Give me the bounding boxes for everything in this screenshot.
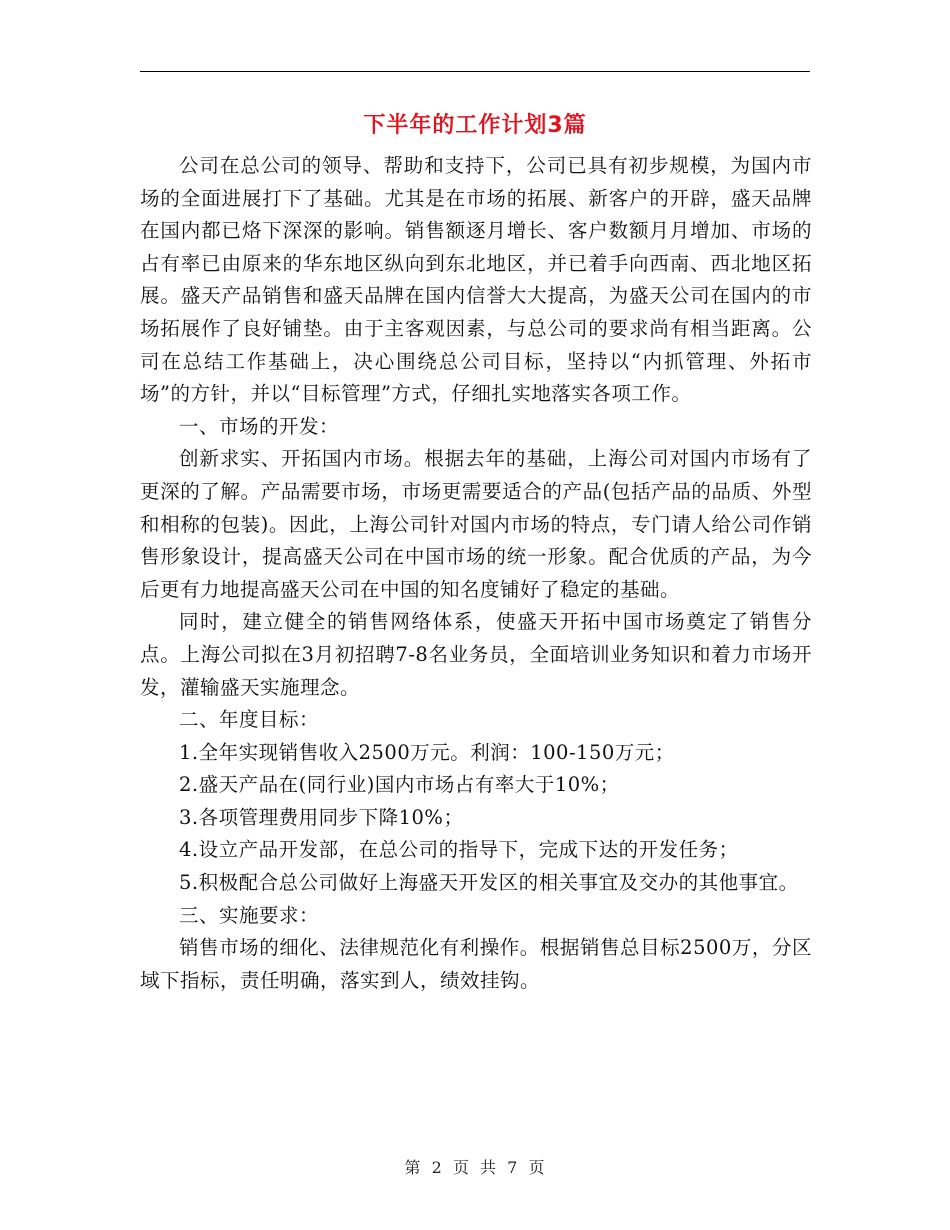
market-development-paragraph: 创新求实、开拓国内市场。根据去年的基础，上海公司对国内市场有了更深的了解。产品需要市场，市场更需要适合的产品(包括产品的品质、外型和相称的包装)。因此，上海公司针对国内市场的特点，专门请人给公司作销售形象设计，提高盛天公司在中国市场的统一形象。配合优质的产品，为今后更有力地提高盛天公司在中国的知名度铺好了稳定的基础。 <box>140 447 812 601</box>
goal-item-1: 1.全年实现销售收入2500万元。利润：100-150万元； <box>179 740 675 764</box>
total-page-count: 7 <box>507 1158 519 1177</box>
footer-prefix: 第 <box>404 1158 422 1177</box>
goal-item-3: 3.各项管理费用同步下降10%； <box>179 805 464 829</box>
document-title: 下半年的工作计划3篇 <box>363 113 587 138</box>
current-page-number: 2 <box>431 1158 443 1177</box>
section-heading-market-development: 一、市场的开发： <box>179 414 340 438</box>
intro-paragraph: 公司在总公司的领导、帮助和支持下，公司已具有初步规模，为国内市场的全面进展打下了基础。尤其是在市场的拓展、新客户的开辟，盛天品牌在国内都已烙下深深的影响。销售额逐月增长、客户数额月月增加、市场的占有率已由原来的华东地区纵向到东北地区，并已着手向西南、西北地区拓展。盛天产品销售和盛天品牌在国内信誉大大提高，为盛天公司在国内的市场拓展作了良好铺垫。由于主客观因素，与总公司的要求尚有相当距离。公司在总结工作基础上，决心围绕总公司目标，坚持以“内抓管理、外拓市场”的方针，并以“目标管理”方式，仔细扎实地落实各项工作。 <box>140 154 812 406</box>
goal-item-4: 4.设立产品开发部，在总公司的指导下，完成下达的开发任务； <box>179 838 739 862</box>
footer-total-prefix: 共 <box>480 1158 498 1177</box>
header-rule <box>140 71 810 72</box>
goal-item-5: 5.积极配合总公司做好上海盛天开发区的相关事宜及交办的其他事宜。 <box>179 871 799 895</box>
goal-item-2: 2.盛天产品在(同行业)国内市场占有率大于10%； <box>179 773 620 797</box>
document-body <box>140 150 812 997</box>
page-footer <box>0 1155 950 1178</box>
sales-network-paragraph: 同时，建立健全的销售网络体系，使盛天开拓中国市场奠定了销售分点。上海公司拟在3月初招聘7-8名业务员，全面培训业务知识和着力市场开发，灌输盛天实施理念。 <box>140 610 812 699</box>
section-heading-annual-goals: 二、年度目标： <box>179 708 320 732</box>
footer-page-unit: 页 <box>452 1158 470 1177</box>
requirements-paragraph: 销售市场的细化、法律规范化有利操作。根据销售总目标2500万，分区域下指标，责任明确，落实到人，绩效挂钩。 <box>140 936 812 992</box>
section-heading-requirements: 三、实施要求： <box>179 903 320 927</box>
footer-total-unit: 页 <box>528 1158 546 1177</box>
